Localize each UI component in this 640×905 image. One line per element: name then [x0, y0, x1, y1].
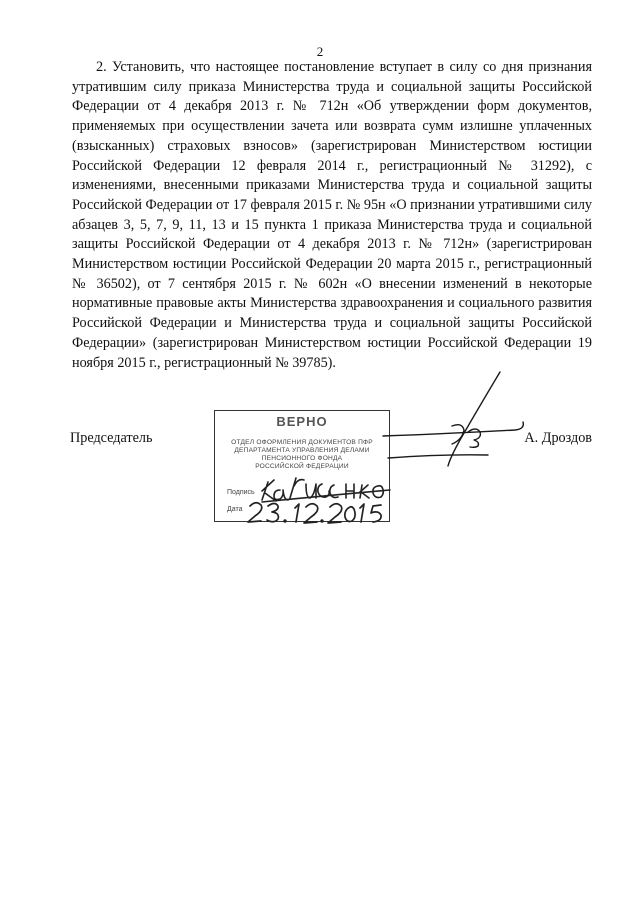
stamp-signature-label: Подпись [227, 489, 255, 496]
stamp-line-2: ДЕПАРТАМЕНТА УПРАВЛЕНИЯ ДЕЛАМИ [234, 447, 370, 454]
stamp-line-3: ПЕНСИОННОГО ФОНДА [261, 455, 343, 462]
signatory-position: Председатель [70, 430, 153, 446]
chairman-signature [383, 372, 523, 466]
page-number: 2 [316, 44, 324, 59]
stamp-line-4: РОССИЙСКОЙ ФЕДЕРАЦИИ [255, 463, 349, 470]
stamp-title: ВЕРНО [276, 414, 328, 429]
signatory-name: А. Дроздов [524, 430, 592, 446]
stamp-line-1: ОТДЕЛ ОФОРМЛЕНИЯ ДОКУМЕНТОВ ПФР [231, 439, 373, 446]
body-paragraph: 2. Установить, что настоящее постановление вступает в силу со дня признания утратившим силу приказа Министерства труда и социальной защиты Российской Федерации от 4 декабря 2013 г. № 712н «Об утверждении форм документов, применяемых при осуществлении зачета или возврата сумм излишне уплаченных (взысканных) страховых взносов» (зарегистрирован Министерством юстиции Российской Федерации 12 февраля 2014 г., регистрационный № 31292), с изменениями, внесенными приказами Министерства труда и социальной защиты Российской Федерации от 17 февраля 2015 г. № 95н «О признании утратившими силу абзацев 3, 5, 7, 9, 11, 13 и 15 пункта 1 приказа Министерства труда и социальной защиты Российской Федерации от 4 декабря 2013 г. № 712н» (зарегистрирован Министерством юстиции Российской Федерации 20 марта 2015 г., регистрационный № 36502), от 7 сентября 2015 г. № 602н «О внесении изменений в некоторые нормативные правовые акты Министерства здравоохранения и социального развития Российской Федерации и Министерства труда и социальной защиты Российской Федерации» (зарегистрирован Министерством юстиции Российской Федерации 19 ноября 2015 г., регистрационный № 39785). [72, 59, 592, 371]
stamp-date-label: Дата [227, 506, 243, 513]
certification-stamp [214, 410, 390, 522]
